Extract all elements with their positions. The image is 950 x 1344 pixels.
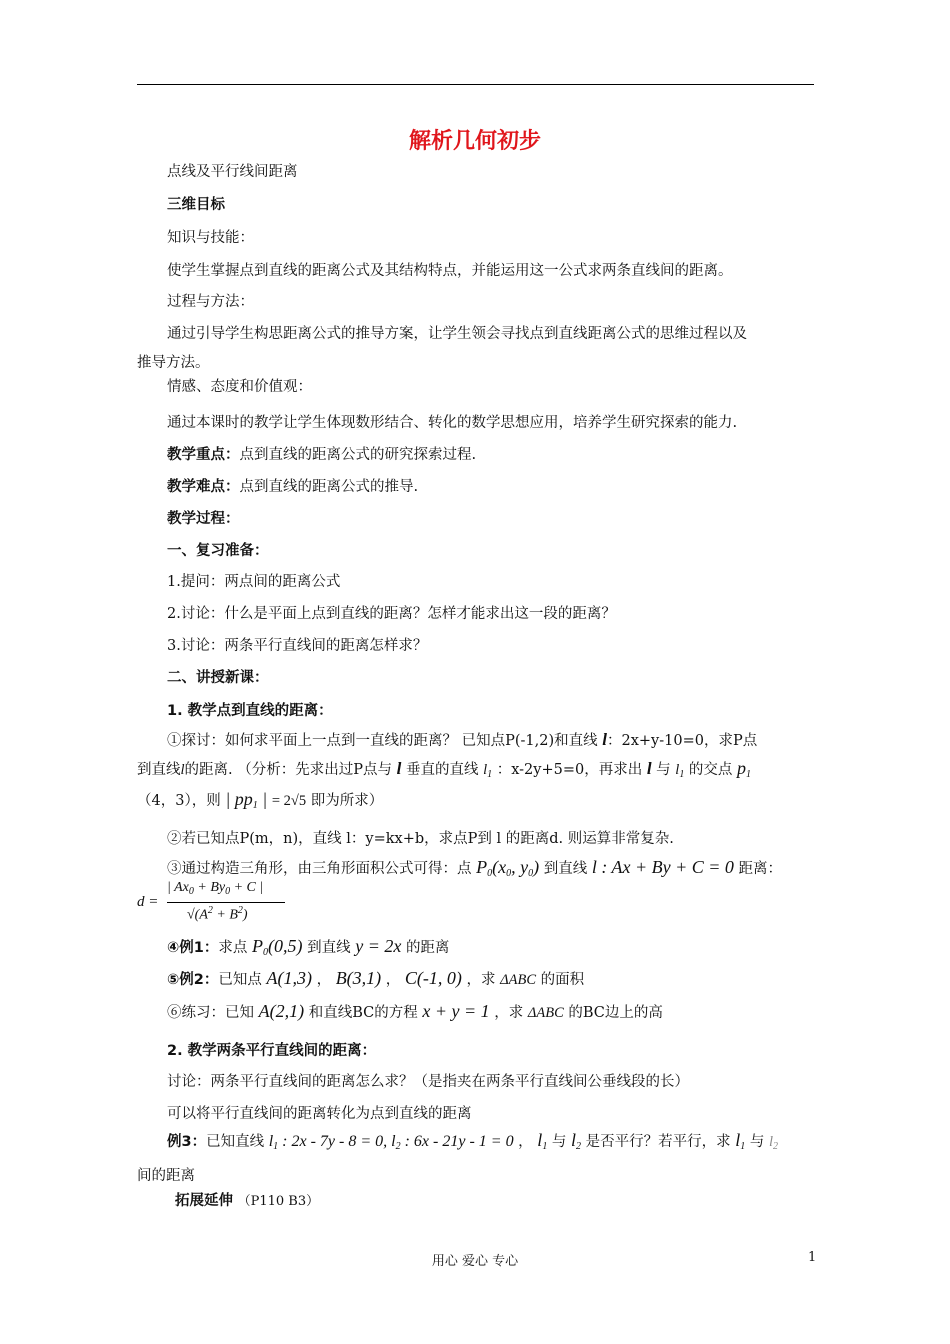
text: 点到直线的距离公式的推导. bbox=[239, 479, 419, 495]
text: 距离： bbox=[738, 861, 783, 877]
math-formula: B(3,1) bbox=[335, 968, 382, 988]
text: 到直线 bbox=[307, 940, 351, 956]
key-point-line bbox=[167, 445, 476, 465]
text: 的BC边上的高 bbox=[568, 1005, 663, 1021]
text: 到直线 bbox=[543, 861, 588, 877]
text: 和直线BC的方程 bbox=[308, 1005, 418, 1021]
math-formula: C(-1, 0) bbox=[404, 968, 462, 988]
text: （P110 B3） bbox=[237, 1194, 320, 1209]
page-footer: 用心 爱心 专心 bbox=[431, 1254, 519, 1269]
formula-denominator: $√(A^2 + B^2)$ bbox=[187, 905, 248, 923]
paragraph bbox=[167, 730, 757, 751]
page-title: 解析几何初步 bbox=[408, 129, 541, 154]
label: ④例1： bbox=[167, 940, 219, 956]
exercise bbox=[167, 1001, 663, 1023]
math-formula: x + y = 1 bbox=[422, 1001, 490, 1021]
text: ，求 bbox=[466, 972, 496, 988]
text: 的距离. （分析：先求出过P点与 bbox=[184, 762, 393, 778]
label: 拓展延伸 bbox=[175, 1193, 233, 1209]
paragraph: 通过引导学生构思距离公式的推导方案，让学生领会寻找点到直线距离公式的思维过程以及 bbox=[167, 326, 747, 342]
example-1 bbox=[167, 936, 449, 963]
math-symbol: l bbox=[646, 759, 652, 778]
math-symbol: $l_1$ bbox=[537, 1130, 548, 1152]
math-formula: A(2,1) bbox=[258, 1001, 305, 1021]
section-heading: 教学过程： bbox=[167, 511, 240, 527]
fraction-bar bbox=[167, 902, 285, 903]
paragraph bbox=[137, 758, 751, 785]
paragraph: 可以将平行直线间的距离转化为点到直线的距离 bbox=[167, 1106, 472, 1122]
math-symbol: $p_1$ bbox=[737, 758, 752, 780]
math-symbol: $l_1$ bbox=[675, 762, 685, 780]
label: 例3： bbox=[167, 1134, 207, 1150]
math-formula: A(1,3) bbox=[266, 968, 312, 988]
paragraph bbox=[137, 789, 383, 816]
text: 的交点 bbox=[688, 762, 733, 778]
math-symbol: l bbox=[602, 730, 607, 749]
paragraph: 讨论：两条平行直线间的距离怎么求？（是指夹在两条平行直线间公垂线段的长） bbox=[167, 1074, 689, 1090]
paragraph: 使学生掌握点到直线的距离公式及其结构特点，并能运用这一公式求两条直线间的距离。 bbox=[167, 263, 733, 279]
text: 已知点 bbox=[218, 972, 262, 988]
math-formula: = 2√5 bbox=[271, 793, 307, 809]
text: 垂直的直线 bbox=[405, 762, 479, 778]
subtitle: 点线及平行线间距离 bbox=[167, 164, 298, 180]
text: ⑥练习：已知 bbox=[167, 1005, 254, 1021]
label: ⑤例2： bbox=[167, 972, 219, 988]
math-symbol: $l_2$ bbox=[571, 1130, 582, 1152]
page-number: 1 bbox=[808, 1250, 817, 1265]
text: ：2x+y-10=0，求P点 bbox=[606, 733, 758, 749]
math-formula: $P_0(x_0$, $y_0$) bbox=[476, 857, 540, 879]
text: （4，3），则 bbox=[137, 793, 221, 809]
example-2: ⑤例2：已知点 A(1,3) ， B(3,1) ， C(-1, 0) ，求 ΔABC 的面积 bbox=[167, 968, 585, 988]
paragraph: 推导方法。 bbox=[137, 355, 210, 371]
paragraph: 间的距离 bbox=[137, 1168, 195, 1184]
paragraph: 1.提问：两点间的距离公式 bbox=[167, 574, 341, 590]
formula-lhs: d = bbox=[137, 894, 159, 910]
section-heading: 二、讲授新课： bbox=[167, 670, 269, 686]
math-symbol: $l_1$ bbox=[735, 1130, 746, 1152]
math-symbol: l bbox=[396, 759, 402, 778]
text: ③通过构造三角形，由三角形面积公式可得：点 bbox=[167, 861, 472, 877]
example-3: 例3：已知直线 $l_1$ : 2x - 7y - 8 = 0, $l_2$ : 6x - 21y - 1 = 0 ， $l_1$ 与 $l_2$ 是否平行？若平行，求 $l_1$ 与 $l_2$ bbox=[167, 1130, 779, 1152]
text: 与 bbox=[551, 1134, 567, 1150]
text: 的距离 bbox=[405, 940, 450, 956]
distance-formula bbox=[137, 880, 297, 930]
section-heading: 1. 教学点到直线的距离： bbox=[167, 703, 333, 719]
paragraph: ②若已知点P(m，n)，直线 l：y=kx+b，求点P到 l 的距离d. 则运算非常复杂. bbox=[167, 831, 674, 847]
math-formula: ΔABC bbox=[500, 972, 537, 988]
paragraph: 2.讨论：什么是平面上点到直线的距离？怎样才能求出这一段的距离？ bbox=[167, 606, 616, 622]
section-heading: 2. 教学两条平行直线间的距离： bbox=[167, 1043, 377, 1059]
label: 教学难点： bbox=[167, 479, 240, 495]
paragraph: 通过本课时的教学让学生体现数形结合、转化的数学思想应用，培养学生研究探索的能力. bbox=[167, 415, 738, 431]
text: ，求 bbox=[494, 1005, 524, 1021]
math-formula: ΔABC bbox=[527, 1005, 564, 1021]
math-symbol: $l_1$ bbox=[483, 762, 493, 780]
math-symbol: l bbox=[180, 762, 185, 778]
extension bbox=[175, 1191, 319, 1212]
math-symbol: $l_2$ bbox=[769, 1134, 779, 1152]
paragraph: 过程与方法： bbox=[167, 294, 254, 310]
text: 点到直线的距离公式的研究探索过程. bbox=[239, 447, 477, 463]
text: 与 bbox=[749, 1134, 765, 1150]
formula-numerator: | $Ax_0 + By_0 + C$ | bbox=[167, 880, 264, 897]
paragraph: 3.讨论：两条平行直线间的距离怎样求？ bbox=[167, 638, 428, 654]
math-formula: l : Ax + By + C = 0 bbox=[591, 857, 734, 877]
math-formula: y = 2x bbox=[355, 936, 402, 956]
text: 到直线 bbox=[137, 762, 181, 778]
paragraph: 知识与技能： bbox=[167, 230, 254, 246]
text: ：x-2y+5=0，再求出 bbox=[496, 762, 643, 778]
header-rule bbox=[137, 84, 814, 85]
text: 与 bbox=[656, 762, 671, 778]
text: 求点 bbox=[218, 940, 248, 956]
paragraph: 情感、态度和价值观： bbox=[167, 379, 312, 395]
text: 已知直线 bbox=[206, 1134, 265, 1150]
text: 是否平行？若平行，求 bbox=[585, 1134, 731, 1150]
text: 即为所求） bbox=[310, 793, 384, 809]
math-formula: $P_0(0,5)$ bbox=[251, 936, 303, 958]
math-formula: | $pp_1$ | bbox=[225, 789, 268, 811]
section-heading: 三维目标 bbox=[167, 197, 225, 213]
text: ①探讨：如何求平面上一点到一直线的距离？ 已知点P(-1,2)和直线 bbox=[167, 733, 598, 749]
section-heading: 一、复习准备： bbox=[167, 543, 269, 559]
text: 的面积 bbox=[540, 972, 585, 988]
math-formula: $l_1$ : 2x - 7y - 8 = 0, $l_2$ : 6x - 21y - 1 = 0 bbox=[268, 1133, 514, 1152]
difficulty-line bbox=[167, 477, 418, 497]
label: 教学重点： bbox=[167, 447, 240, 463]
